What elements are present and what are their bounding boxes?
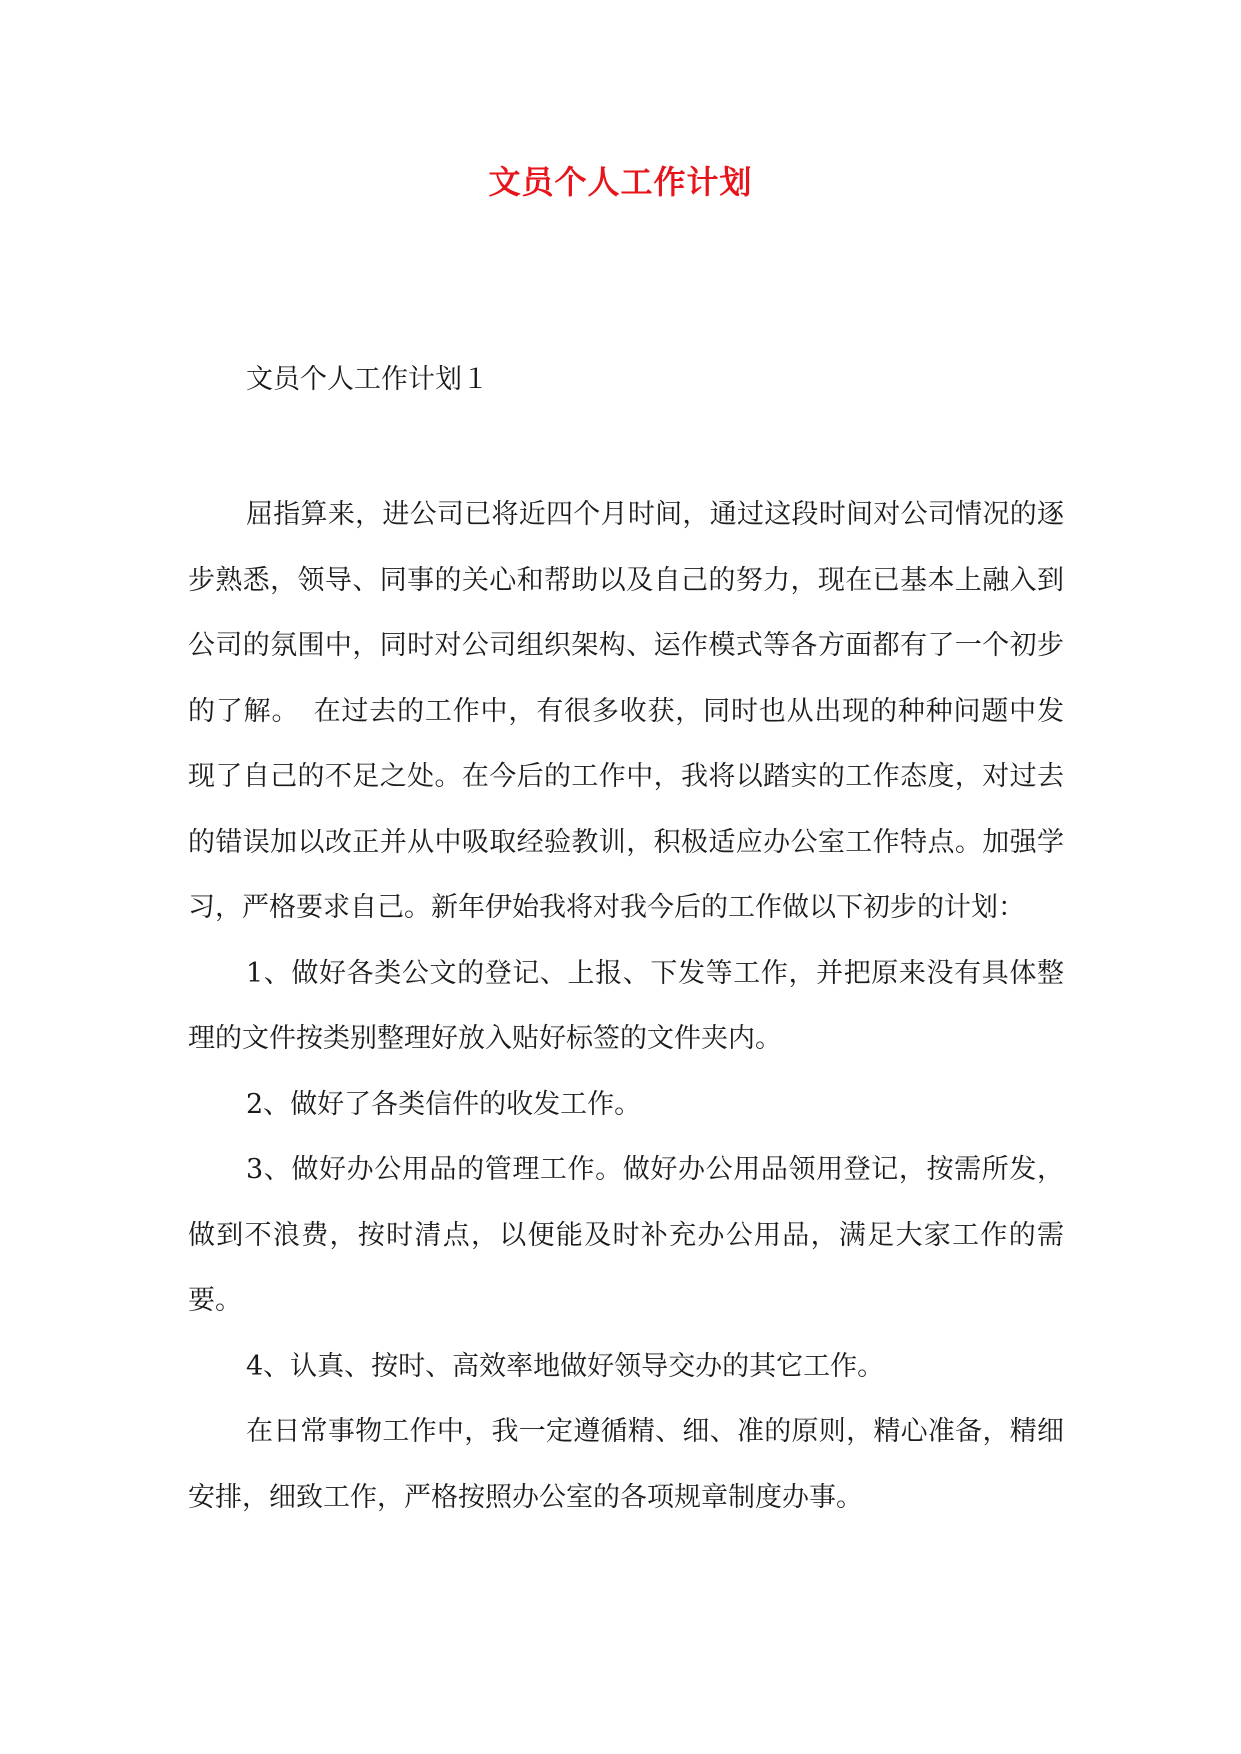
document-title: 文员个人工作计划 [488, 163, 753, 201]
paragraph-closing: 在日常事物工作中，我一定遵循精、细、准的原则，精心准备，精细安排，细致工作，严格按照办公室的各项规章制度办事。 [188, 1416, 1064, 1513]
paragraph-intro: 屈指算来，进公司已将近四个月时间，通过这段时间对公司情况的逐步熟悉，领导、同事的关心和帮助以及自己的努力，现在已基本上融入到公司的氛围中，同时对公司组织架构、运作模式等各方面都有了一个初步的了解。 在过去的工作中，有很多收获，同时也从出现的种种问题中发现了自己的不足之处。在今后的工作中，我将以踏实的工作态度，对过去的错误加以改正并从中吸取经验教训，积极适应办公室工作特点。加强学习，严格要求自己。新年伊始我将对我今后的工作做以下初步的计划： [188, 499, 1064, 923]
paragraph-item-3: 3、做好办公用品的管理工作。做好办公用品领用登记，按需所发，做到不浪费，按时清点，以便能及时补充办公用品，满足大家工作的需要。 [188, 1154, 1064, 1316]
section-heading: 文员个人工作计划１ [246, 364, 489, 395]
document-body [188, 482, 1064, 1530]
paragraph-item-1: 1、做好各类公文的登记、上报、下发等工作，并把原来没有具体整理的文件按类别整理好放入贴好标签的文件夹内。 [188, 957, 1064, 1054]
paragraph-item-4: 4、认真、按时、高效率地做好领导交办的其它工作。 [246, 1350, 885, 1382]
paragraph-item-2: 2、做好了各类信件的收发工作。 [246, 1088, 642, 1120]
